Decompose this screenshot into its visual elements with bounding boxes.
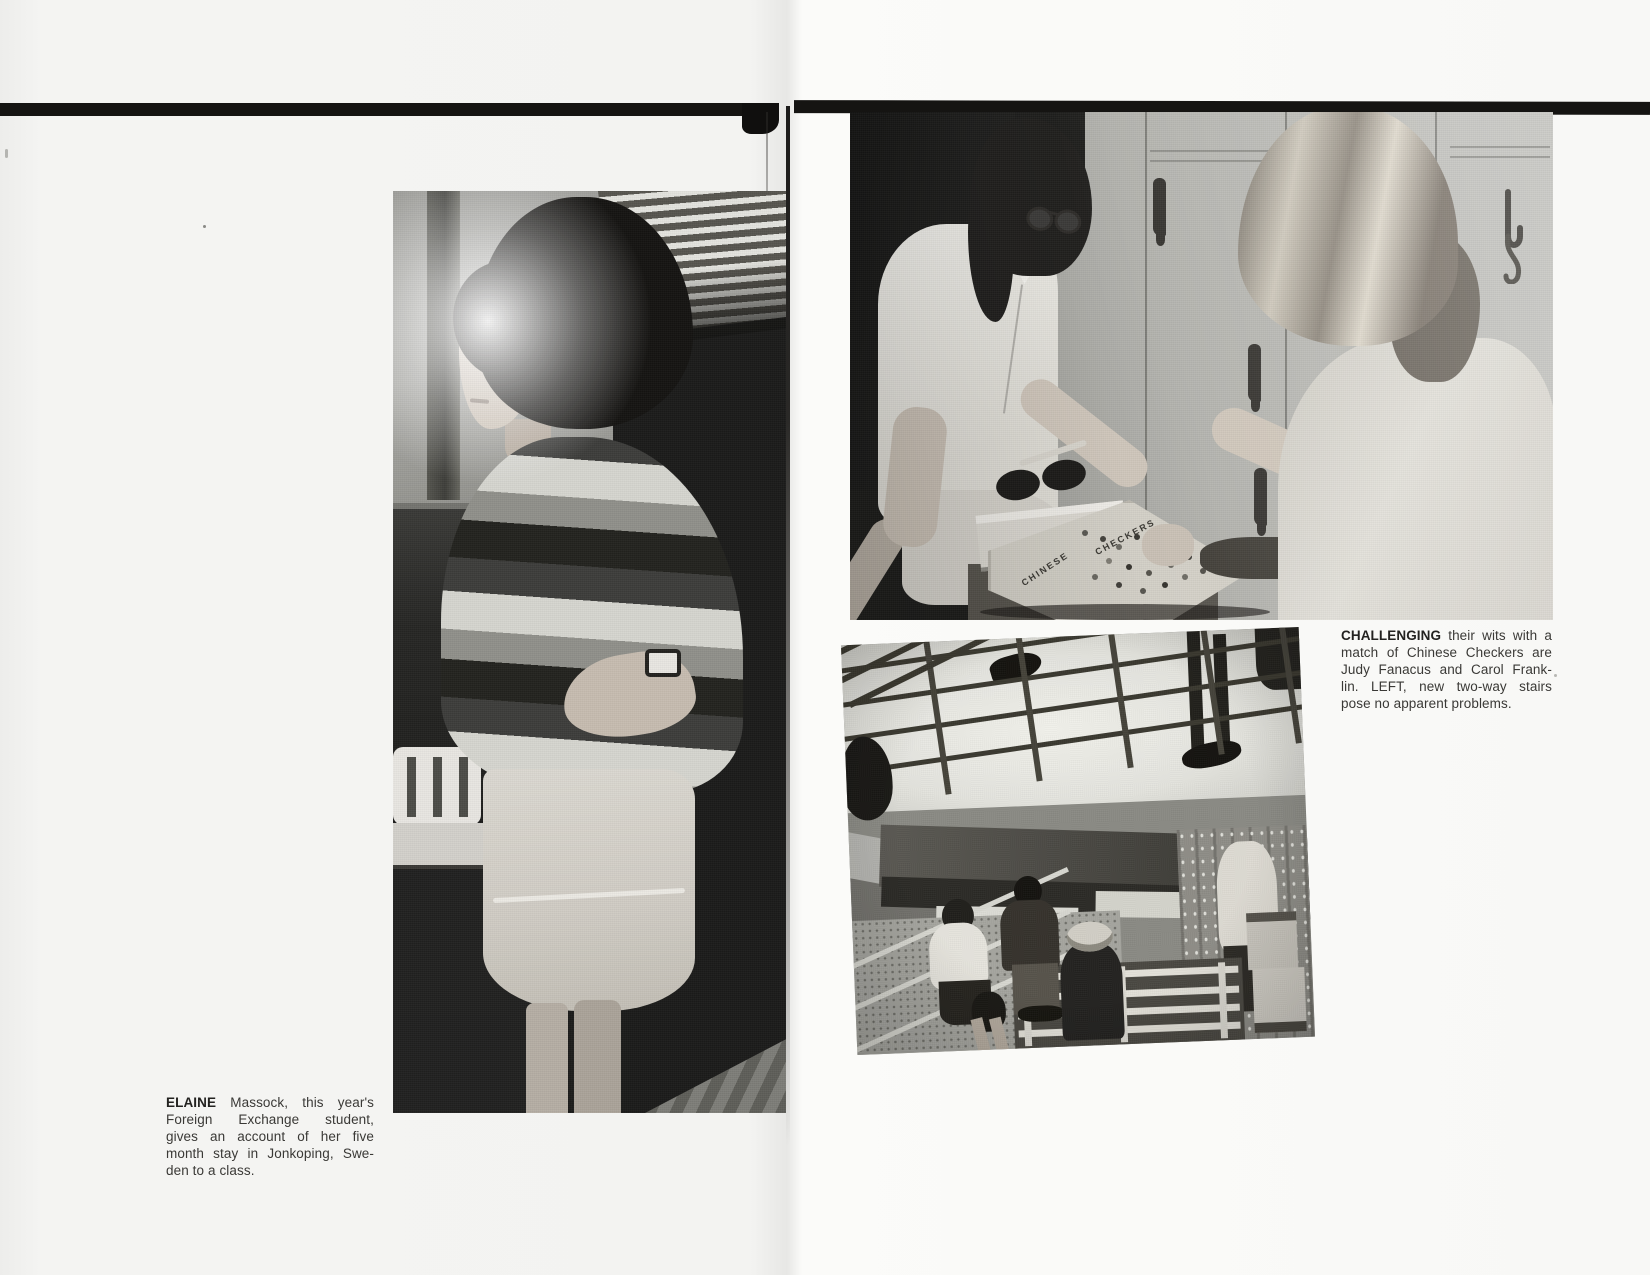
photo-elaine-exchange-student xyxy=(393,191,786,1113)
scan-speck xyxy=(5,149,8,158)
caption-line: gives an account of her five xyxy=(166,1129,374,1144)
caption-lead-word: ELAINE xyxy=(166,1095,217,1110)
caption-line: Foreign Exchange student, xyxy=(166,1112,374,1127)
floor-highlight xyxy=(645,1023,786,1113)
scan-speck xyxy=(203,225,206,228)
caption-line: Judy Fanacus and Carol Frank- xyxy=(1341,662,1552,677)
caption-line: den to a class. xyxy=(166,1163,255,1178)
wristwatch xyxy=(645,649,681,677)
photo-vignette xyxy=(841,627,1315,1055)
caption-line: pose no apparent problems. xyxy=(1341,696,1512,711)
student-leg xyxy=(574,1000,621,1113)
page-edge-bar-corner xyxy=(742,103,779,134)
photo-two-way-stairs xyxy=(841,627,1315,1055)
caption-text: Massock, this year's xyxy=(216,1095,374,1110)
caption-line xyxy=(1341,627,1552,644)
chair-slat xyxy=(433,757,442,817)
caption-checkers xyxy=(1341,627,1552,712)
photo-light-overlay xyxy=(850,112,1553,620)
window-light-glow xyxy=(393,191,673,491)
caption-text: their wits with a xyxy=(1441,628,1552,643)
caption-line: match of Chinese Checkers are xyxy=(1341,645,1552,660)
chair-slat xyxy=(407,757,416,817)
caption-line xyxy=(166,1094,374,1111)
caption-line: lin. LEFT, new two-way stairs xyxy=(1341,679,1552,694)
chair-slat xyxy=(459,757,468,817)
caption-lead-word: CHALLENGING xyxy=(1341,628,1442,643)
page-edge-bar-left xyxy=(0,103,779,116)
student-leg xyxy=(526,1003,568,1113)
caption-elaine xyxy=(166,1094,374,1179)
scan-speck xyxy=(1554,674,1557,677)
chair-seat xyxy=(393,823,497,867)
photo-chinese-checkers xyxy=(850,112,1553,620)
book-gutter-fold-line xyxy=(786,106,790,1146)
caption-line: month stay in Jonkoping, Swe- xyxy=(166,1146,374,1161)
